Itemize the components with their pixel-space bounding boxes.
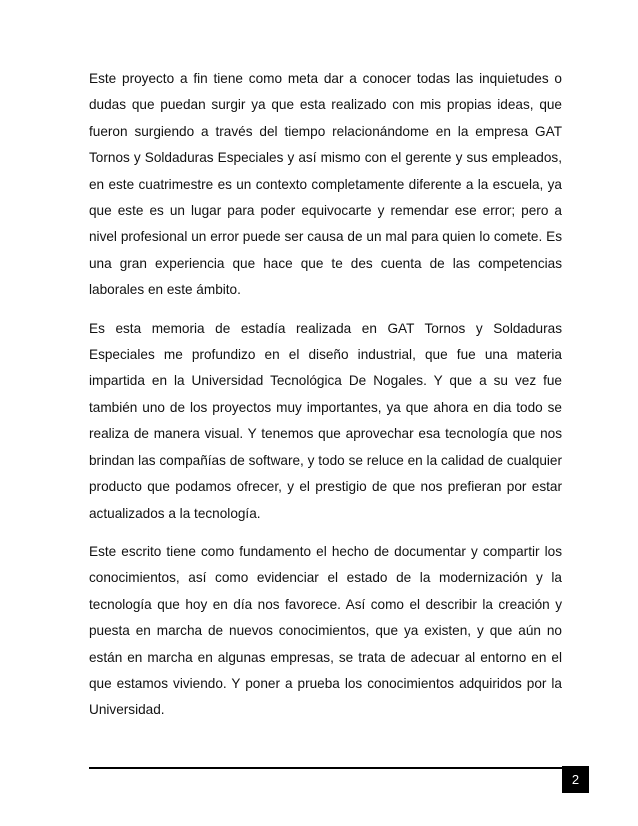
paragraph-intro: Este proyecto a fin tiene como meta dar a conocer todas las inquietudes o dudas que puedan surgir ya que esta realizado con mis propias ideas, que fueron surgiendo a través del tiempo relacionándome en la empresa GAT Tornos y Soldaduras Especiales y así mismo con el gerente y sus empleados, en este cuatrimestre es un contexto completamente diferente a la escuela, ya que este es un lugar para poder equivocarte y remendar ese error; pero a nivel profesional un error puede ser causa de un mal para quien lo comete. Es una gran experiencia que hace que te des cuenta de las competencias laborales en este ámbito.: [89, 71, 562, 298]
document-body: [89, 66, 562, 736]
footer-divider: [89, 767, 562, 769]
paragraph-purpose: Este escrito tiene como fundamento el hecho de documentar y compartir los conocimientos, así como evidenciar el estado de la modernización y la tecnología que hoy en día nos favorece. Así como el describir la creación y puesta en marcha de nuevos conocimientos, que ya existen, y que aún no están en marcha en algunas empresas, se trata de adecuar al entorno en el que estamos viviendo. Y poner a prueba los conocimientos adquiridos por la Universidad.: [89, 543, 562, 718]
paragraph-design: Es esta memoria de estadía realizada en GAT Tornos y Soldaduras Especiales me profundizo en el diseño industrial, que fue una materia impartida en la Universidad Tecnológica De Nogales. Y que a su vez fue también uno de los proyectos muy importantes, ya que ahora en dia todo se realiza de manera visual. Y tenemos que aprovechar esa tecnología que nos brindan las compañías de software, y todo se reluce en la calidad de cualquier producto que podamos ofrecer, y el prestigio de que nos prefieran por estar actualizados a la tecnología.: [89, 320, 562, 521]
page-number-badge: 2: [562, 766, 589, 793]
